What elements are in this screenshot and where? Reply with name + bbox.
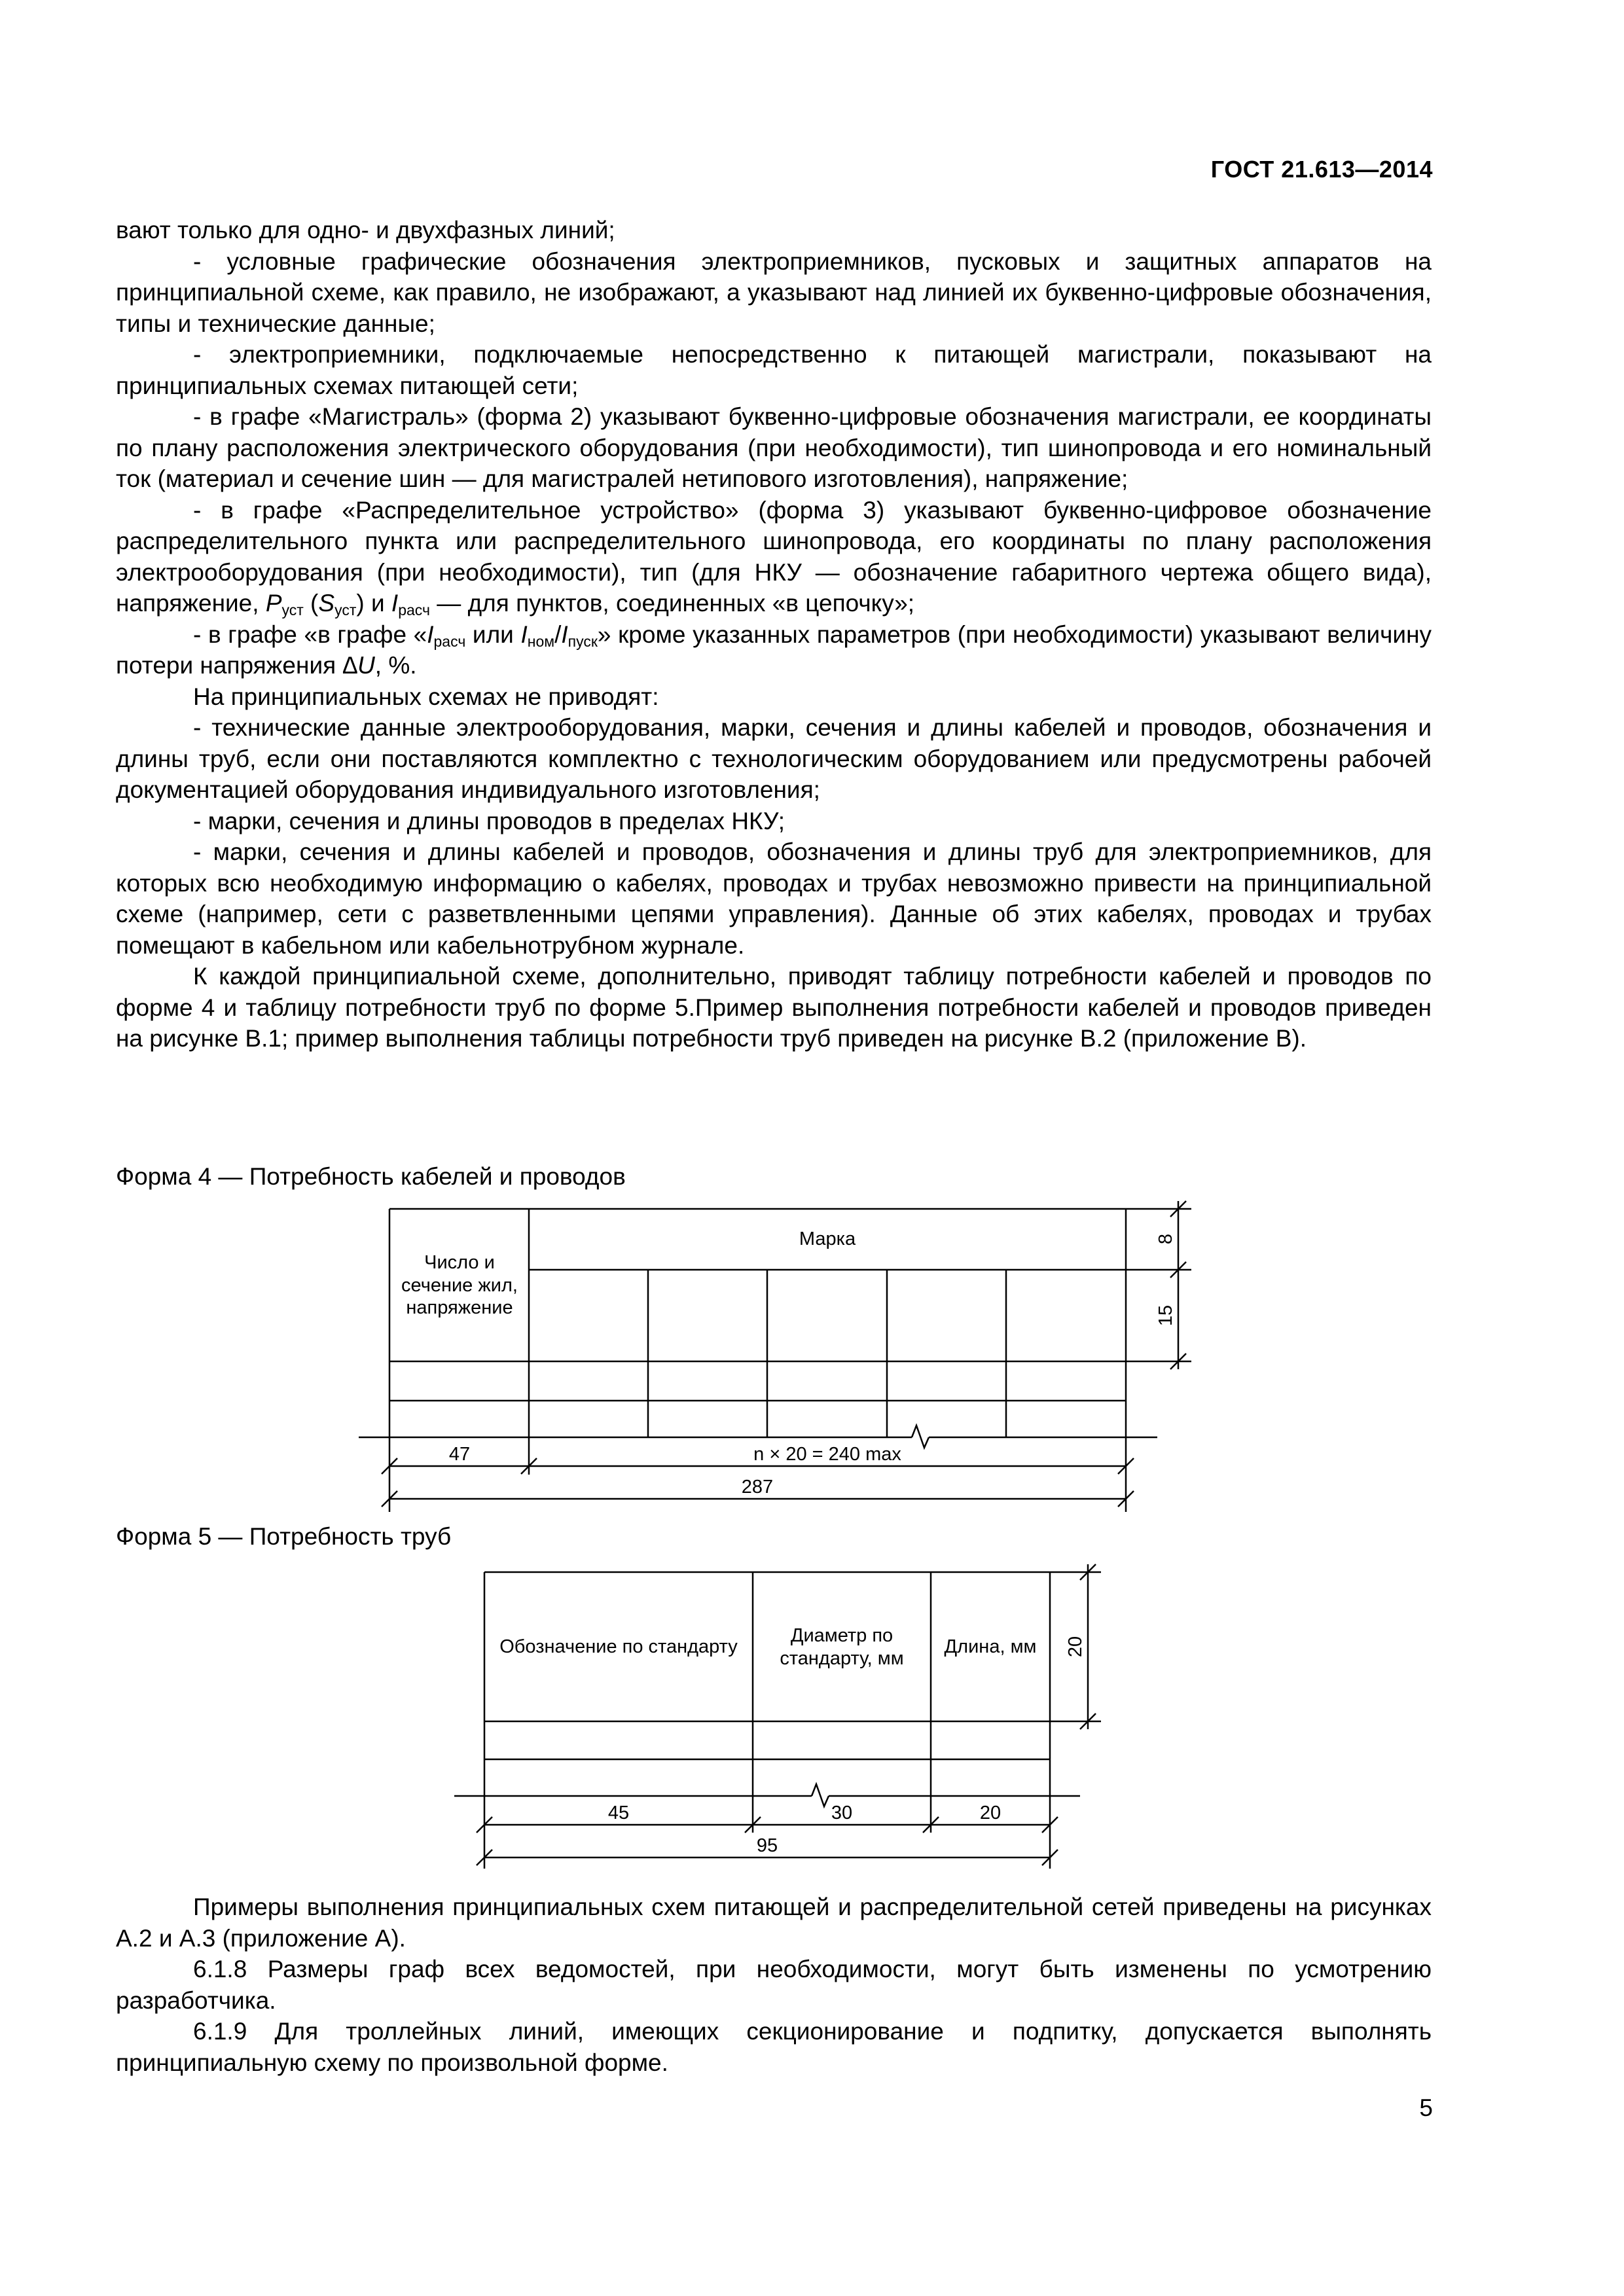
paragraph: На принципиальных схемах не приводят: <box>193 683 659 710</box>
main-text <box>116 215 1432 1054</box>
form4-caption: Форма 4 — Потребность кабелей и проводов <box>116 1163 626 1190</box>
paragraph: - электроприемники, подключаемые непосредственно к питающей магистрали, показывают на принципиальных схемах питающей сети; <box>116 341 1432 399</box>
form5-caption: Форма 5 — Потребность труб <box>116 1523 452 1550</box>
form4-col1-header-line1: Число и <box>424 1252 495 1273</box>
form5-dim-col1: 45 <box>607 1803 630 1823</box>
form5-dim-col3: 20 <box>979 1803 1001 1823</box>
paragraph: К каждой принципиальной схеме, дополнительно, приводят таблицу потребности кабелей и проводов по форме 4 и таблицу потребности труб по форме 5.Пример выполнения потребности кабелей и проводов приведен на рисунке В.1; пример выполнения таблицы потребности труб приведен на рисунке В.2 (приложение В). <box>116 963 1432 1052</box>
paragraph: - в графе «Магистраль» (форма 2) указывают буквенно-цифровые обозначения магистрали, ее координаты по плану расположения электрического оборудования (при необходимости), тип шинопровода и его номинальный ток (материал и сечение шин — для магистралей нетипового изготовления), напряжение; <box>116 403 1432 492</box>
form5-dim-total: 95 <box>756 1835 778 1856</box>
paragraph: - марки, сечения и длины проводов в пределах НКУ; <box>193 807 785 834</box>
form5-col3-header: Длина, мм <box>944 1636 1037 1657</box>
form4-dim-row2: 15 <box>1155 1304 1176 1327</box>
paragraph: - марки, сечения и длины кабелей и проводов, обозначения и длины труб для электроприемников, для которых всю необходимую информацию о кабелях, проводах и трубах невозможно привести на принципиальной схеме (например, сети с разветвленными цепями управления). Данные об этих кабелях, проводах и трубах помещают в кабельном или кабельнотрубном журнале. <box>116 838 1432 959</box>
closing-text <box>116 1892 1432 2078</box>
form4-col1-header-line2: сечение жил, <box>401 1275 518 1296</box>
paragraph: - условные графические обозначения электроприемников, пусковых и защитных аппаратов на принципиальной схеме, как правило, не изображают, а указывают над линией их буквенно-цифровые обозначения, типы и технические данные; <box>116 247 1432 337</box>
form5-dim-row: 20 <box>1065 1636 1086 1658</box>
form4-dim-row1: 8 <box>1155 1233 1176 1245</box>
form4-dim-cols: n × 20 = 240 max <box>753 1444 901 1465</box>
form4-dim-total: 287 <box>741 1477 774 1498</box>
paragraph: 6.1.8 Размеры граф всех ведомостей, при необходимости, могут быть изменены по усмотрению разработчика. <box>116 1956 1432 2014</box>
document-code: ГОСТ 21.613—2014 <box>1210 156 1433 183</box>
paragraph: - в графе «Распределительное устройство» (форма 3) указывают буквенно-цифровое обозначение распределительного пункта или распределительного шинопровода, его координаты по плану расположения электрооборудования (при необходимости), тип (для НКУ — обозначение габаритного чертежа общего вида), напряжение, $P_{уст}$ $(S_{уст})$ и $I_{расч}$ — для пунктов, соединенных «в цепочку»; <box>116 496 1432 619</box>
form5-dim-col2: 30 <box>831 1803 853 1823</box>
paragraph: 6.1.9 Для троллейных линий, имеющих секционирование и подпитку, допускается выполнять принципиальную схему по произвольной форме. <box>116 2018 1432 2076</box>
form4-col1-header-line3: напряжение <box>406 1297 513 1318</box>
form4-col2-header: Марка <box>799 1229 856 1249</box>
form5-col1-header: Обозначение по стандарту <box>499 1636 738 1657</box>
page-number: 5 <box>1419 2094 1433 2121</box>
paragraph: - в графе «в графе «$I_{расч}$ или $I_{ном}/I_{пуск}$» кроме указанных параметров (при необходимости) указывают величину потери напряжения ∆U, %. <box>116 620 1432 679</box>
form4-dim-col1: 47 <box>448 1444 471 1465</box>
form5-col2-header-line2: стандарту, мм <box>780 1648 904 1669</box>
paragraph: вают только для одно- и двухфазных линий; <box>116 217 615 243</box>
form5-col2-header-line1: Диаметр по <box>790 1625 893 1646</box>
paragraph: - технические данные электрооборудования, марки, сечения и длины кабелей и проводов, обозначения и длины труб, если они поставляются комплектно с технологическим оборудованием или предусмотрены рабочей документацией оборудования индивидуального изготовления; <box>116 714 1432 803</box>
paragraph: Примеры выполнения принципиальных схем питающей и распределительной сетей приведены на рисунках А.2 и А.3 (приложение А). <box>116 1893 1432 1952</box>
